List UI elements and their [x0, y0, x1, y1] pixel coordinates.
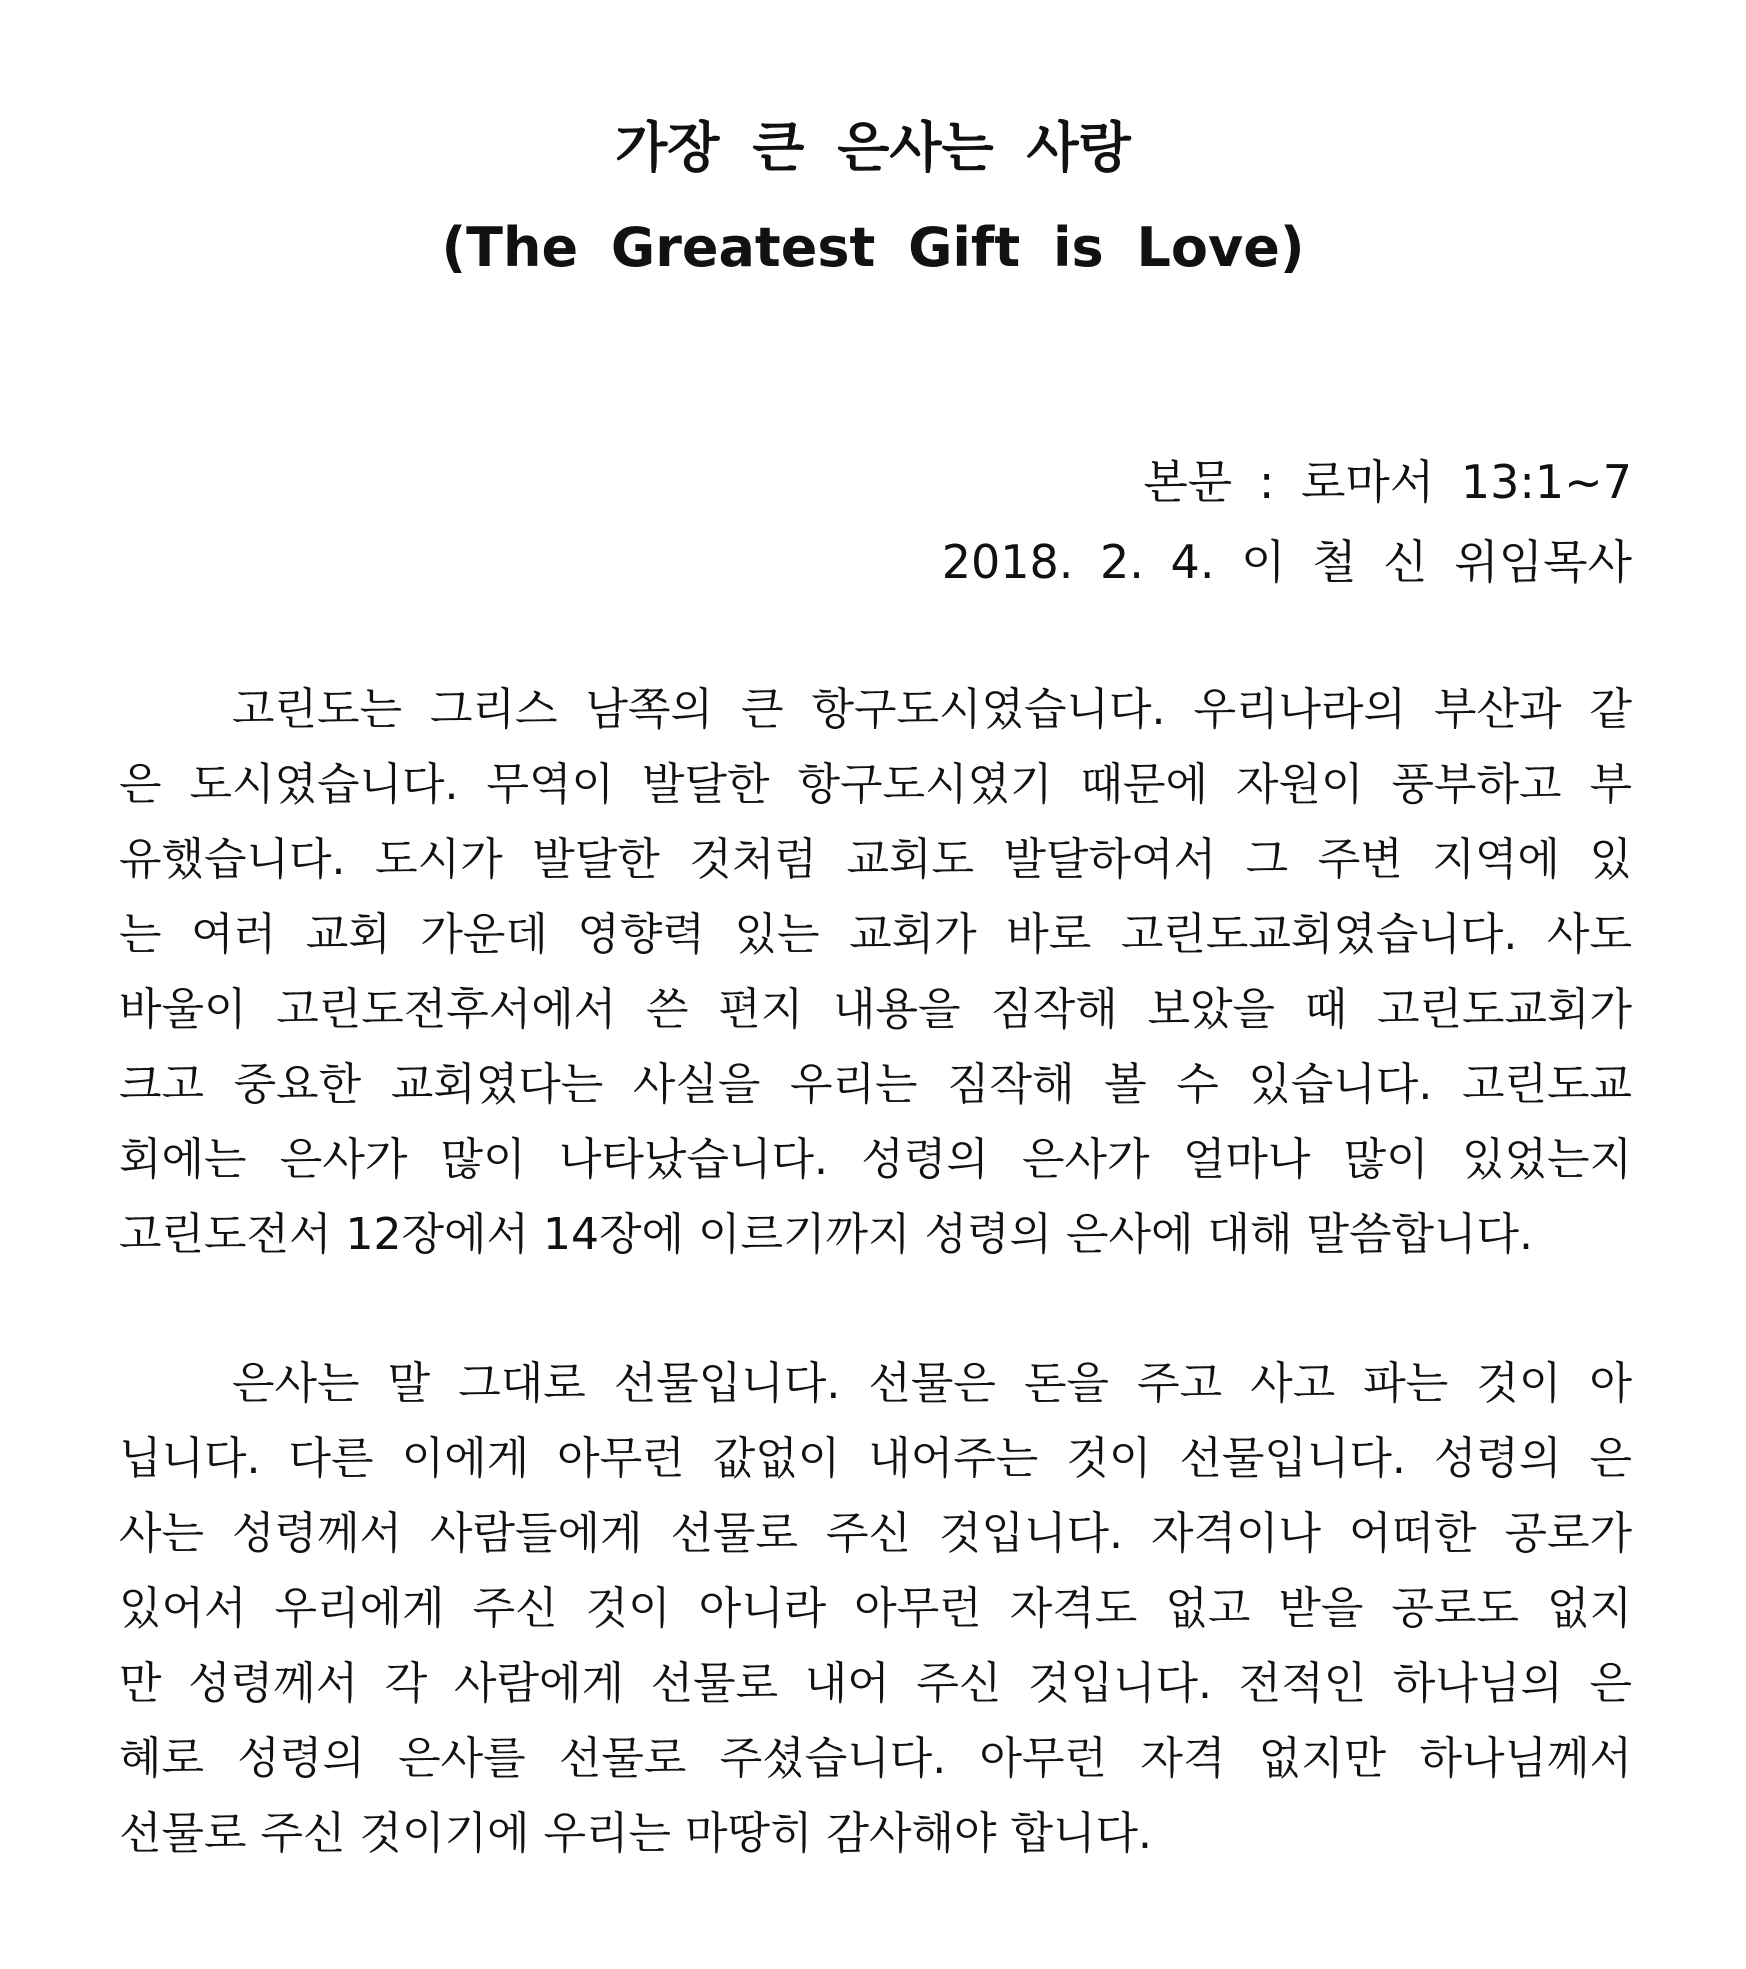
date-and-author: 2018. 2. 4. 이 철 신 위임목사 — [941, 535, 1632, 589]
text-line: 은사는 말 그대로 선물입니다. 선물은 돈을 주고 사고 파는 것이 아 — [232, 1358, 1632, 1409]
text-line: 만 성령께서 각 사람에게 선물로 내어 주신 것입니다. 전적인 하나님의 은 — [119, 1658, 1632, 1709]
page-title-korean: 가장 큰 은사는 사랑 — [615, 116, 1131, 179]
text-line: 고린도는 그리스 남쪽의 큰 항구도시였습니다. 우리나라의 부산과 같 — [232, 684, 1632, 735]
text-line: 닙니다. 다른 이에게 아무런 값없이 내어주는 것이 선물입니다. 성령의 은 — [119, 1433, 1632, 1484]
text-line: 는 여러 교회 가운데 영향력 있는 교회가 바로 고린도교회였습니다. 사도 — [119, 909, 1632, 960]
text-line: 선물로 주신 것이기에 우리는 마땅히 감사해야 합니다. — [119, 1808, 1152, 1859]
text-line: 바울이 고린도전후서에서 쓴 편지 내용을 짐작해 보았을 때 고린도교회가 — [119, 984, 1632, 1035]
scripture-reference: 본문 : 로마서 13:1~7 — [1143, 455, 1632, 509]
text-line: 고린도전서 12장에서 14장에 이르기까지 성령의 은사에 대해 말씀합니다. — [119, 1209, 1533, 1260]
text-line: 크고 중요한 교회였다는 사실을 우리는 짐작해 볼 수 있습니다. 고린도교 — [119, 1059, 1632, 1110]
text-line: 은 도시였습니다. 무역이 발달한 항구도시였기 때문에 자원이 풍부하고 부 — [119, 759, 1632, 810]
text-line: 혜로 성령의 은사를 선물로 주셨습니다. 아무런 자격 없지만 하나님께서 — [119, 1733, 1632, 1784]
text-line: 사는 성령께서 사람들에게 선물로 주신 것입니다. 자격이나 어떠한 공로가 — [119, 1508, 1632, 1559]
page-title-english: (The Greatest Gift is Love) — [441, 216, 1305, 279]
text-line: 회에는 은사가 많이 나타났습니다. 성령의 은사가 얼마나 많이 있었는지 — [119, 1134, 1632, 1185]
text-line: 유했습니다. 도시가 발달한 것처럼 교회도 발달하여서 그 주변 지역에 있 — [119, 834, 1632, 885]
text-line: 있어서 우리에게 주신 것이 아니라 아무런 자격도 없고 받을 공로도 없지 — [119, 1583, 1632, 1634]
